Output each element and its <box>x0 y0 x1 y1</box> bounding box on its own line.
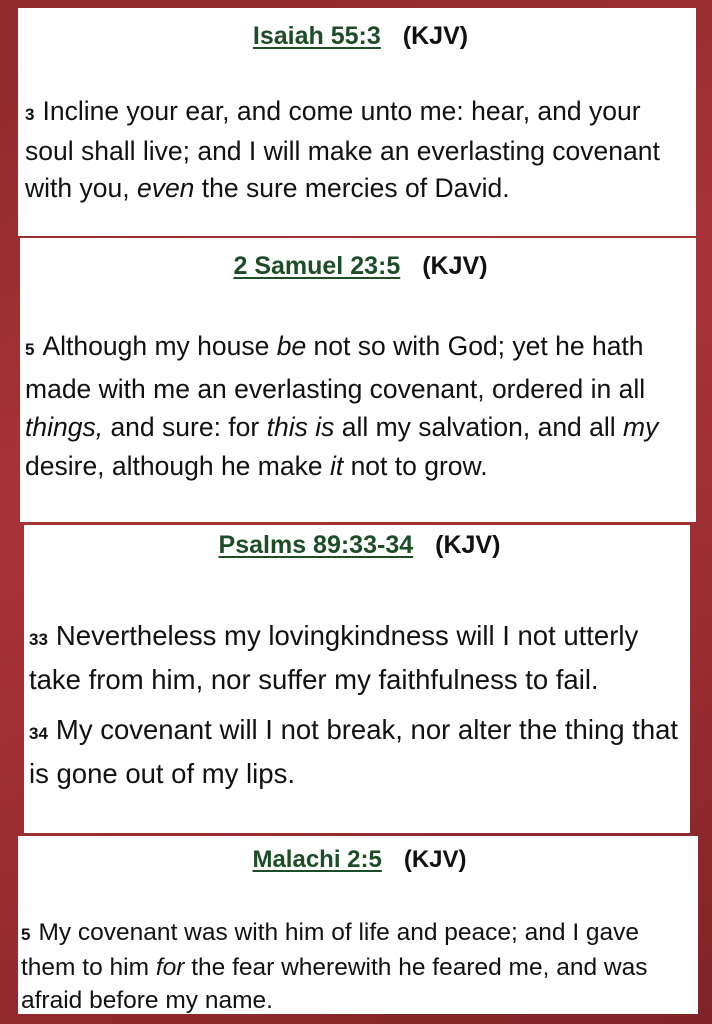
reference-link[interactable]: 2 Samuel 23:5 <box>233 252 401 280</box>
verse-number: 5 <box>21 925 31 944</box>
verse <box>29 710 690 794</box>
passage-card-malachi <box>18 836 698 1014</box>
verse-text: not so with God; yet he hath made with me an everlasting covenant, ordered in all <box>25 331 646 404</box>
verse-text: desire, although he make <box>25 450 330 481</box>
verse <box>21 916 698 1017</box>
passage-header <box>25 8 696 51</box>
verse-text: the sure mercies of David. <box>194 173 510 203</box>
version-label: (KJV) <box>422 252 488 280</box>
verse-text: My covenant was with him of life and peace; and I gave them to him <box>21 919 640 981</box>
reference-link[interactable]: Isaiah 55:3 <box>252 22 381 50</box>
verse-text: the fear wherewith he feared me, and was afraid before my name. <box>21 954 648 1014</box>
verse-text-italic: be <box>276 331 307 361</box>
verse <box>25 327 696 485</box>
verse-text: My covenant will I not break, nor alter the thing that is gone out of my lips. <box>29 714 679 789</box>
verse-text-italic: even <box>136 173 195 203</box>
verse <box>29 616 690 700</box>
verse-number: 34 <box>29 724 48 743</box>
version-label: (KJV) <box>402 22 469 50</box>
verse-text-italic: things, <box>25 412 104 442</box>
verse-text: all my salvation, and all <box>334 412 624 442</box>
verse-text-italic: this is <box>266 412 335 442</box>
passage-header <box>25 238 696 281</box>
verse-text: Nevertheless my lovingkindness will I not utterly take from him, nor suffer my faithfulness to fail. <box>29 620 639 695</box>
passage-card-2-samuel <box>20 238 696 522</box>
verse-number: 3 <box>25 105 35 124</box>
reference-link[interactable]: Malachi 2:5 <box>252 846 382 873</box>
verse-text: and sure: for <box>103 412 267 442</box>
passage-card-psalms <box>24 525 690 833</box>
version-label: (KJV) <box>435 531 501 559</box>
verse-number: 33 <box>29 630 48 649</box>
passage-header <box>21 836 698 874</box>
verse-text: Incline your ear, and come unto me: hear, and your soul shall live; and I will make an everlasting covenant with you, <box>25 96 660 203</box>
version-label: (KJV) <box>403 846 467 873</box>
verse-text-italic: for <box>155 954 185 981</box>
verse-number: 5 <box>25 340 35 359</box>
verse <box>25 93 696 207</box>
verse-text-italic: it <box>329 450 344 481</box>
verse-text-italic: my <box>623 412 659 442</box>
passage-card-isaiah <box>18 8 696 236</box>
reference-link[interactable]: Psalms 89:33-34 <box>218 531 414 559</box>
verse-text: not to grow. <box>343 450 488 481</box>
passage-header <box>29 525 690 560</box>
verse-text: Although my house <box>42 331 277 361</box>
